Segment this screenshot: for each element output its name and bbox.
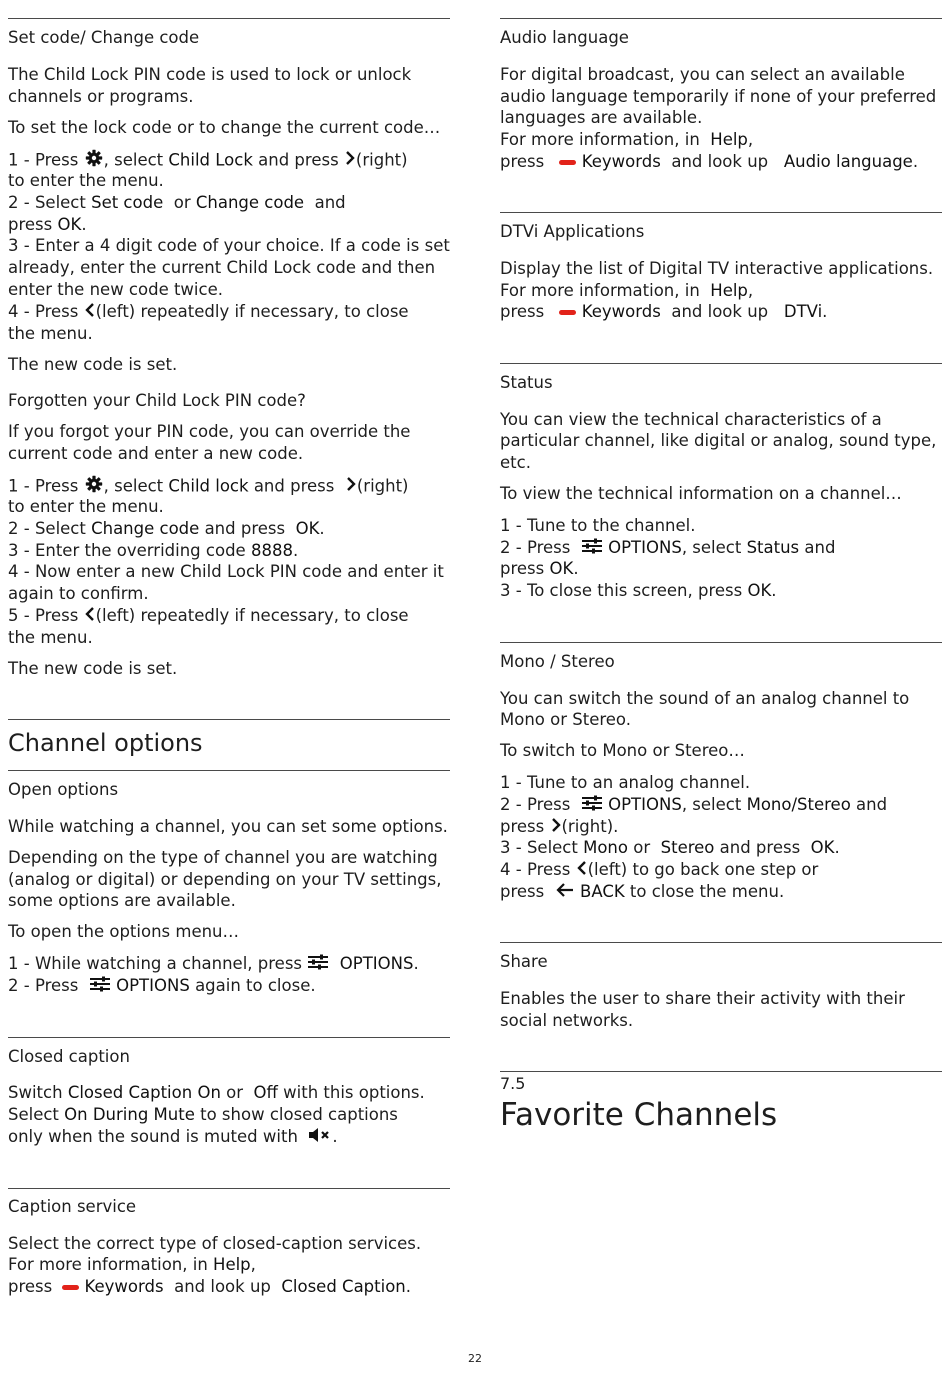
chevron-left-icon <box>84 606 96 628</box>
options-icon <box>307 954 329 976</box>
text: and look up <box>671 152 769 171</box>
section-divider <box>8 719 450 720</box>
section-divider <box>500 942 942 943</box>
key-label: OPTIONS <box>339 954 414 973</box>
section-heading-share: Share <box>500 952 548 971</box>
paragraph-line: channels or programs. <box>8 87 194 106</box>
text: , <box>747 130 754 149</box>
step-2 <box>8 518 325 540</box>
step-text: already, enter the current Child Lock code and then <box>8 258 436 277</box>
step-text: . <box>81 215 87 234</box>
paragraph-line: If you forgot your PIN code, you can override the <box>8 422 411 441</box>
key-label: Keywords <box>581 152 661 171</box>
section-divider <box>500 1071 942 1072</box>
paragraph-line: (analog or digital) or depending on your TV settings, <box>8 870 442 889</box>
menu-label: On During Mute <box>64 1105 195 1124</box>
step-2-cont <box>500 558 579 580</box>
step-text: . <box>319 519 325 538</box>
text: . <box>405 1277 412 1296</box>
step-2 <box>500 537 835 560</box>
key-label: OPTIONS <box>608 538 682 557</box>
paragraph-line <box>8 1276 411 1298</box>
back-arrow-icon <box>555 882 575 904</box>
chapter-title-favorite-channels: Favorite Channels <box>500 1097 778 1133</box>
step-text: 3 - To close this screen, press <box>500 581 743 600</box>
red-key-icon <box>559 310 576 315</box>
step-text: and <box>856 795 888 814</box>
section-heading-status: Status <box>500 373 553 392</box>
section-divider <box>500 642 942 643</box>
paragraph-line <box>500 280 753 302</box>
paragraph-line <box>500 129 753 151</box>
options-icon <box>581 538 603 560</box>
section-heading-set-code: Set code/ Change code <box>8 28 200 47</box>
paragraph: While watching a channel, you can set some options. <box>8 817 448 836</box>
step-text: 4 - Press <box>500 860 571 879</box>
section-divider <box>500 212 942 213</box>
text: . <box>822 302 828 321</box>
step-text: , select <box>103 476 164 496</box>
options-icon <box>89 976 111 998</box>
step-3 <box>500 580 777 602</box>
section-heading-dtvi: DTVi Applications <box>500 222 645 241</box>
paragraph-line: Depending on the type of channel you are watching <box>8 848 438 867</box>
menu-label: On <box>197 1083 221 1102</box>
text: press <box>500 152 545 171</box>
paragraph-line <box>500 301 827 323</box>
paragraph: The new code is set. <box>8 659 178 678</box>
text: . <box>332 1127 338 1146</box>
step-text: again to confirm. <box>8 584 149 603</box>
key-label: OK <box>549 559 574 578</box>
paragraph-line <box>8 1082 425 1104</box>
step-text: and press <box>719 838 801 857</box>
text: Select <box>8 1105 59 1124</box>
menu-label: Help <box>213 1255 251 1274</box>
section-divider <box>8 770 450 771</box>
step-2-cont <box>500 816 618 839</box>
step-1: 1 - Tune to the channel. <box>500 516 696 535</box>
text: and look up <box>174 1277 271 1296</box>
step-text: to enter the menu. <box>8 171 164 190</box>
text: Switch <box>8 1083 63 1102</box>
menu-label: Child lock <box>168 476 249 496</box>
step-text: 1 - Press <box>8 150 79 170</box>
step-1 <box>8 953 419 976</box>
menu-label: Off <box>253 1083 278 1102</box>
menu-label: Change code <box>195 193 305 212</box>
step-text: press <box>8 215 53 234</box>
text: only when the sound is muted with <box>8 1127 298 1146</box>
step-text: . <box>573 559 579 578</box>
paragraph-lead: To set the lock code or to change the current code… <box>8 118 441 137</box>
step-text: or <box>173 193 191 212</box>
step-text: (right). <box>561 817 619 836</box>
step-text: 5 - Press <box>8 606 79 625</box>
step-text: 2 - Press <box>8 976 79 995</box>
step-3: 3 - Enter a 4 digit code of your choice. If a code is set <box>8 236 450 255</box>
step-text: . <box>413 954 419 973</box>
step-text: 2 - Press <box>500 795 571 814</box>
step-text: (right) <box>356 476 409 496</box>
chevron-right-icon <box>345 476 357 498</box>
step-text: . <box>834 838 840 857</box>
step-text: 2 - Select <box>8 519 86 538</box>
text: . <box>912 152 919 171</box>
step-4 <box>8 301 409 324</box>
paragraph-line: You can switch the sound of an analog channel to <box>500 689 910 708</box>
text: , <box>250 1255 256 1274</box>
section-heading-mono-stereo: Mono / Stereo <box>500 652 615 671</box>
menu-label: Stereo <box>660 838 715 857</box>
override-code: 8888 <box>250 541 293 560</box>
key-label: OK <box>747 581 772 600</box>
options-icon <box>581 795 603 817</box>
step-2 <box>8 975 316 998</box>
step-3 <box>500 837 840 859</box>
chapter-title-channel-options: Channel options <box>8 729 203 757</box>
paragraph-lead: To switch to Mono or Stereo… <box>500 741 745 760</box>
chevron-left-icon <box>576 860 588 882</box>
section-heading-caption-service: Caption service <box>8 1197 137 1216</box>
step-text: , select <box>681 538 742 557</box>
paragraph-line: some options are available. <box>8 891 236 910</box>
paragraph-line: languages are available. <box>500 108 703 127</box>
step-text: . <box>771 581 777 600</box>
step-text: 1 - Press <box>8 476 79 496</box>
paragraph-line: Select the correct type of closed-caption services. <box>8 1234 422 1253</box>
step-4 <box>500 859 818 882</box>
step-text: 2 - Select <box>8 193 86 212</box>
paragraph-line <box>8 1104 398 1126</box>
step-5 <box>8 605 409 628</box>
text: or <box>226 1083 244 1102</box>
section-heading-forgotten-pin: Forgotten your Child Lock PIN code? <box>8 391 306 410</box>
menu-label: Mono <box>583 838 628 857</box>
key-label: Keywords <box>581 302 661 321</box>
paragraph-lead: To view the technical information on a channel… <box>500 484 902 503</box>
step-text: press <box>500 559 545 578</box>
paragraph-line: social networks. <box>500 1011 634 1030</box>
section-divider <box>500 18 942 19</box>
key-label: BACK <box>580 882 625 901</box>
step-text: 2 - Press <box>500 538 571 557</box>
section-divider <box>500 363 942 364</box>
text: with this options. <box>283 1083 425 1102</box>
step-4: 4 - Now enter a new Child Lock PIN code and enter it <box>8 562 444 581</box>
key-label: OK <box>295 519 320 538</box>
step-text: 3 - Select <box>500 838 578 857</box>
menu-label: Child Lock <box>168 150 253 170</box>
step-text: 1 - While watching a channel, press <box>8 954 303 973</box>
step-text: enter the new code twice. <box>8 280 223 299</box>
menu-label: Closed Caption <box>281 1277 406 1296</box>
step-text: to close the menu. <box>629 882 785 901</box>
text: press <box>500 302 545 321</box>
key-label: OK <box>810 838 835 857</box>
step-text: or <box>633 838 651 857</box>
step-text: and <box>314 193 346 212</box>
menu-label: Audio language <box>783 152 913 171</box>
section-divider <box>8 1037 450 1038</box>
step-4-cont <box>500 881 784 904</box>
red-key-icon <box>62 1285 79 1290</box>
key-label: Keywords <box>84 1277 164 1296</box>
text: and look up <box>671 302 769 321</box>
paragraph-line: Enables the user to share their activity with their <box>500 989 905 1008</box>
step-text: and press <box>253 476 335 496</box>
menu-label: Status <box>746 538 800 557</box>
paragraph: The new code is set. <box>8 355 178 374</box>
paragraph-line <box>8 1254 256 1276</box>
section-heading-audio-language: Audio language <box>500 28 629 47</box>
paragraph-line: current code and enter a new code. <box>8 444 304 463</box>
menu-label: Set code <box>91 193 164 212</box>
step-text: again to close. <box>195 976 316 995</box>
step-text: , select <box>681 795 742 814</box>
key-label: OPTIONS <box>116 976 190 995</box>
paragraph-lead: To open the options menu… <box>8 922 240 941</box>
step-text: and press <box>204 519 286 538</box>
step-text: press <box>500 817 545 836</box>
chevron-right-icon <box>550 817 562 839</box>
step-text: the menu. <box>8 324 93 343</box>
menu-label: Help <box>710 281 748 300</box>
step-text: the menu. <box>8 628 93 647</box>
menu-label: DTVi <box>783 302 823 321</box>
menu-label: Mono/Stereo <box>746 795 851 814</box>
section-heading-closed-caption: Closed caption <box>8 1047 130 1066</box>
step-2 <box>500 794 887 817</box>
step-text: and <box>804 538 836 557</box>
section-heading-open-options: Open options <box>8 780 119 799</box>
step-text: 4 - Press <box>8 302 79 321</box>
step-text: . <box>292 541 299 560</box>
paragraph-line: particular channel, like digital or analog, sound type, <box>500 431 937 450</box>
step-2-cont <box>8 214 87 236</box>
step-text: (left) repeatedly if necessary, to close <box>95 606 409 625</box>
step-text: press <box>500 882 545 901</box>
step-text: to enter the menu. <box>8 497 164 516</box>
step-text: (right) <box>355 150 408 170</box>
step-text: , select <box>103 150 164 170</box>
key-label: OPTIONS <box>608 795 682 814</box>
chapter-number: 7.5 <box>500 1074 526 1093</box>
paragraph-line: You can view the technical characteristics of a <box>500 410 882 429</box>
step-text: (left) to go back one step or <box>587 860 819 879</box>
text: to show closed captions <box>200 1105 398 1124</box>
paragraph-line: For digital broadcast, you can select an available <box>500 65 905 84</box>
text: , <box>747 281 754 300</box>
menu-label: Help <box>710 130 748 149</box>
red-key-icon <box>559 160 576 165</box>
step-text: 3 - Enter the overriding code <box>8 541 246 560</box>
paragraph-line: Mono or Stereo. <box>500 710 631 729</box>
chevron-left-icon <box>84 302 96 324</box>
step-2 <box>8 192 346 214</box>
paragraph-line: audio language temporarily if none of your preferred <box>500 87 937 106</box>
chevron-right-icon <box>344 150 356 172</box>
paragraph-line <box>8 1126 338 1149</box>
step-text: (left) repeatedly if necessary, to close <box>95 302 409 321</box>
text: press <box>8 1277 53 1296</box>
paragraph-line: The Child Lock PIN code is used to lock or unlock <box>8 65 412 84</box>
text: For more information, in <box>500 130 700 149</box>
mute-icon <box>308 1127 332 1149</box>
page-number: 22 <box>468 1352 482 1365</box>
section-divider <box>8 1188 450 1189</box>
menu-label: Change code <box>91 519 200 538</box>
step-text: and press <box>258 150 339 170</box>
text: For more information, in <box>8 1255 208 1274</box>
paragraph-line: Display the list of Digital TV interactive applications. <box>500 259 934 278</box>
step-1: 1 - Tune to an analog channel. <box>500 773 751 792</box>
step-3 <box>8 540 298 562</box>
paragraph-line <box>500 151 918 173</box>
section-divider <box>8 18 450 19</box>
menu-label: Closed Caption <box>67 1083 193 1102</box>
text: For more information, in <box>500 281 700 300</box>
paragraph-line: etc. <box>500 453 531 472</box>
key-label: OK <box>57 215 82 234</box>
